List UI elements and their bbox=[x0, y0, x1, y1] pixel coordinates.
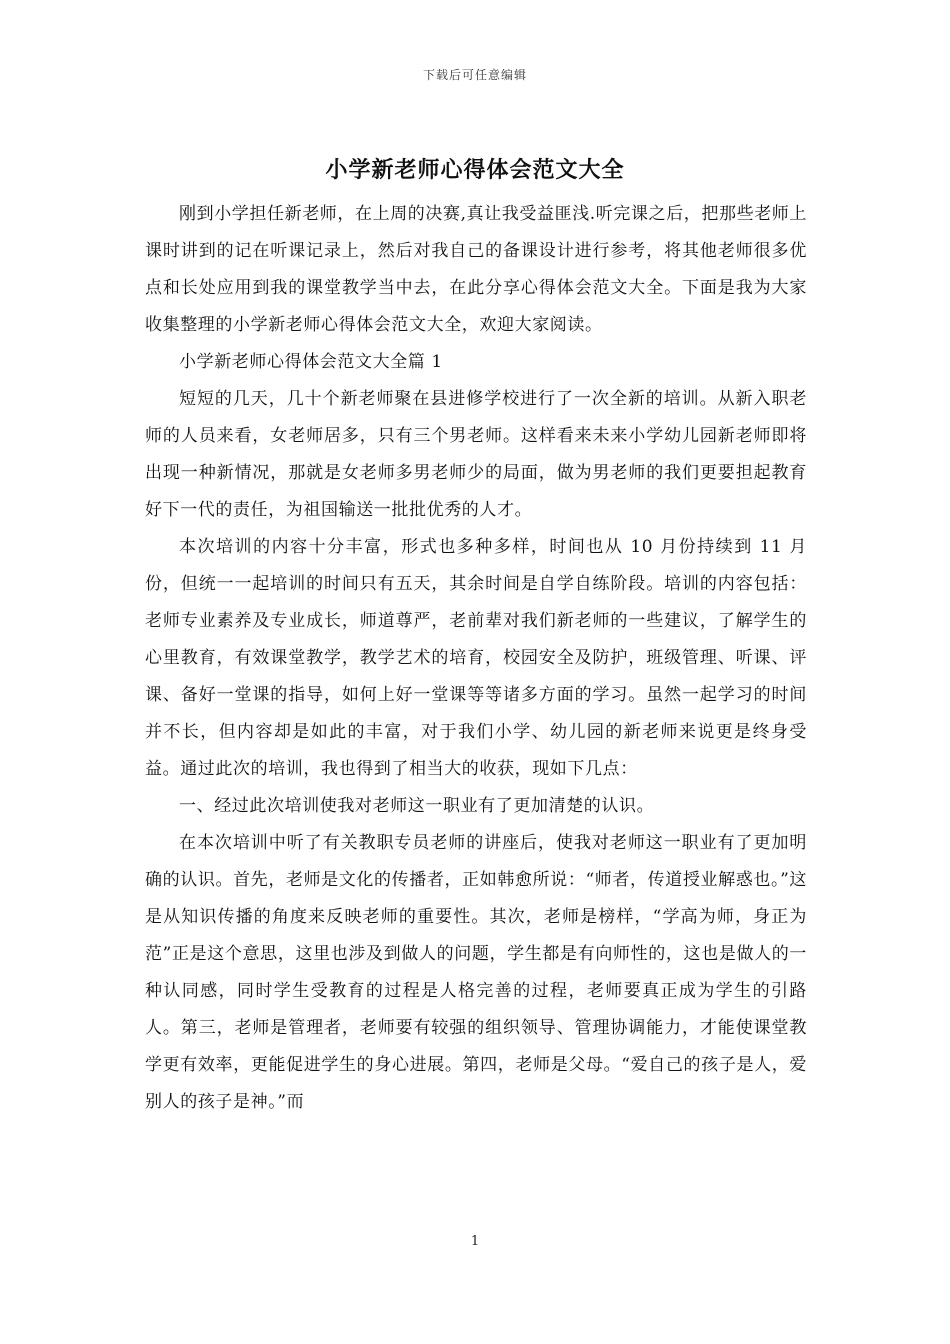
body-paragraph-3: 一、经过此次培训使我对老师这一职业有了更加清楚的认识。 bbox=[179, 796, 655, 816]
document-body bbox=[145, 196, 807, 1121]
body-paragraph-4: 在本次培训中听了有关教职专员老师的讲座后，使我对老师这一职业有了更加明确的认识。首先，老师是文化的传播者，正如韩愈所说：“师者，传道授业解惑也。”这是从知识传播的角度来反映老师的重要性。其次，老师是榜样，“学高为师，身正为范”正是这个意思，这里也涉及到做人的问题，学生都是有向师性的，这也是做人的一种认同感，同时学生受教育的过程是人格完善的过程，老师要真正成为学生的引路人。第三，老师是管理者，老师要有较强的组织领导、管理协调能力，才能使课堂教学更有效率，更能促进学生的身心进展。第四，老师是父母。“爱自己的孩子是人，爱别人的孩子是神。”而 bbox=[145, 833, 807, 1112]
document-title: 小学新老师心得体会范文大全 bbox=[325, 157, 625, 183]
intro-paragraph: 刚到小学担任新老师，在上周的决赛,真让我受益匪浅.听完课之后，把那些老师上课时讲到的记在听课记录上，然后对我自己的备课设计进行参考，将其他老师很多优点和长处应用到我的课堂教学当中去，在此分享心得体会范文大全。下面是我为大家收集整理的小学新老师心得体会范文大全，欢迎大家阅读。 bbox=[145, 204, 808, 335]
header-note: 下载后可任意编辑 bbox=[422, 68, 527, 82]
body-paragraph-1: 短短的几天，几十个新老师聚在县进修学校进行了一次全新的培训。从新入职老师的人员来看，女老师居多，只有三个男老师。这样看来未来小学幼儿园新老师即将出现一种新情况，那就是女老师多男老师少的局面，做为男老师的我们更要担起教育好下一代的责任，为祖国输送一批批优秀的人才。 bbox=[145, 389, 807, 520]
page-number: 1 bbox=[470, 1234, 480, 1249]
section-heading: 小学新老师心得体会范文大全篇 1 bbox=[179, 352, 443, 372]
body-paragraph-2: 本次培训的内容十分丰富，形式也多种多样，时间也从 10 月份持续到 11 月份，但统一一起培训的时间只有五天，其余时间是自学自练阶段。培训的内容包括：老师专业素养及专业成长，师道尊严，老前辈对我们新老师的一些建议，了解学生的心里教育，有效课堂教学，教学艺术的培育，校园安全及防护，班级管理、听课、评课、备好一堂课的指导，如何上好一堂课等等诸多方面的学习。虽然一起学习的时间并不长，但内容却是如此的丰富，对于我们小学、幼儿园的新老师来说更是终身受益。通过此次的培训，我也得到了相当大的收获，现如下几点： bbox=[145, 537, 807, 779]
